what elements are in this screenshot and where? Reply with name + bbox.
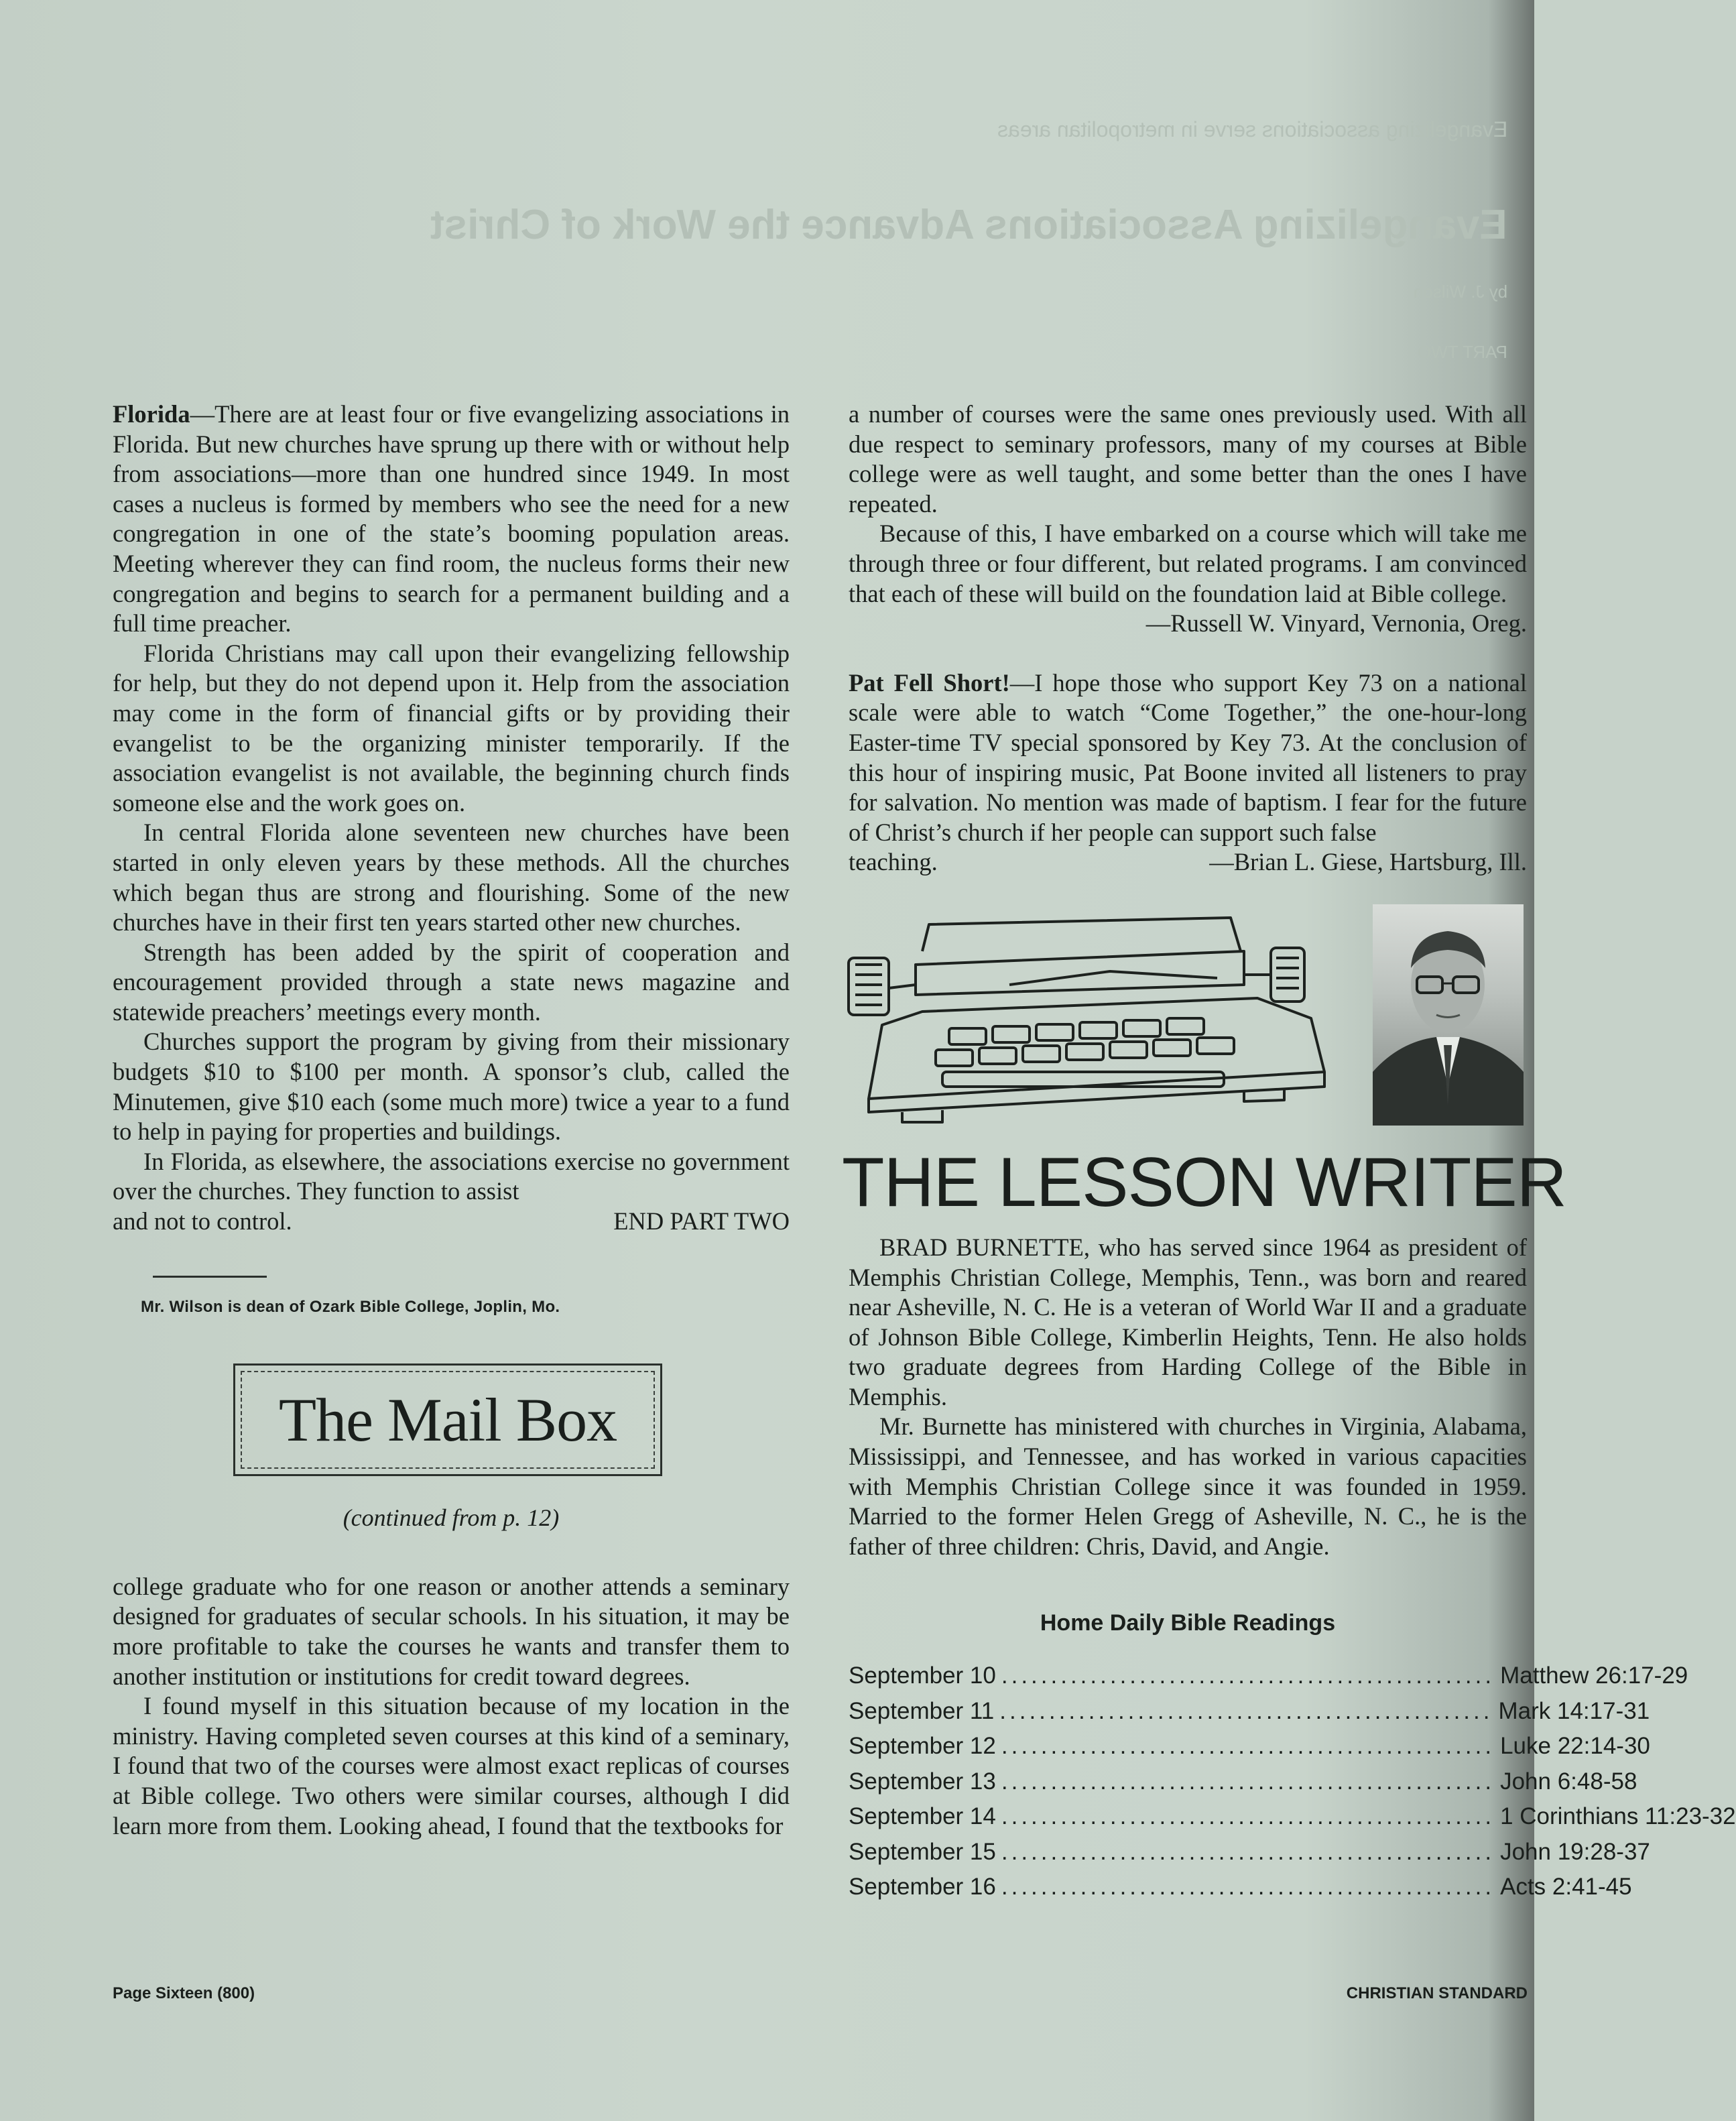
letter-signature: —Brian L. Giese, Hartsburg, Ill.: [1209, 848, 1527, 876]
reading-ref: John 19:28-37: [1500, 1838, 1650, 1865]
bleed-through-text-2: Evangelizing Associations Advance the Work of Christ: [430, 202, 1507, 248]
end-part-two: END PART TWO: [613, 1207, 790, 1235]
lesson-writer-title: THE LESSON WRITER: [842, 1143, 1566, 1221]
reading-date: September 15: [849, 1838, 996, 1865]
article-paragraph: Strength has been added by the spirit of cooperation and encouragement provided through a state news magazine and statewide preachers’ meetings every month.: [113, 938, 790, 1026]
reading-ref: 1 Corinthians 11:23-32: [1500, 1803, 1736, 1830]
author-footnote: Mr. Wilson is dean of Ozark Bible College, Joplin, Mo.: [141, 1297, 560, 1316]
reading-date: September 13: [849, 1768, 996, 1795]
reading-row: [849, 1732, 1650, 1767]
letter-signature: —Russell W. Vinyard, Vernonia, Oreg.: [1145, 609, 1527, 638]
reading-row: [849, 1872, 1632, 1908]
reading-leader: ..................................................: [1001, 1838, 1495, 1865]
florida-lead: Florida: [113, 400, 190, 428]
reading-leader: ..................................................: [1001, 1733, 1495, 1760]
footnote-rule: [153, 1276, 267, 1278]
article-end-line: and not to control. END PART TWO: [113, 1207, 790, 1237]
right-column: [842, 400, 1736, 1908]
publication-name: CHRISTIAN STANDARD: [1346, 1984, 1528, 2002]
reading-date: September 11: [849, 1697, 995, 1724]
page-number: Page Sixteen (800): [113, 1984, 255, 2002]
letter-end-line: teaching. —Brian L. Giese, Hartsburg, Ill.: [849, 847, 1527, 877]
bleed-through-text-3: by J. Wilson: [1413, 282, 1507, 302]
mailbox-heading-frame: [233, 1364, 662, 1476]
letter-paragraph: college graduate who for one reason or another attends a seminary designed for graduates of secular schools. In his situation, it may be more profitable to take the courses he wants and transfer them to another institution or institutions for credit toward degrees.: [113, 1572, 790, 1690]
letter-paragraph: Because of this, I have embarked on a course which will take me through three or four different, but related programs. I am convinced that each of these will build on the foundation laid at Bible college.: [849, 520, 1527, 607]
letter-lead: Pat Fell Short!: [849, 668, 1010, 696]
article-paragraph: In central Florida alone seventeen new churches have been started in only eleven years by these methods. All the churches which began thus are strong and flourishing. Some of the new churches have in their first ten years started other new churches.: [113, 819, 790, 936]
mailbox-title: The Mail Box: [241, 1371, 655, 1469]
bio-paragraph: BRAD BURNETTE, who has served since 1964 as president of Memphis Christian College, Memphis, Tenn., was born and reared near Asheville, N. C. He is a veteran of World War II and a graduate of Johnson Bible College, Kimberlin Heights, Tenn. He also holds two graduate degrees from Harding College of the Bible in Memphis.: [849, 1233, 1527, 1410]
article-paragraph: In Florida, as elsewhere, the associations exercise no government over the churches. They function to assist: [113, 1147, 790, 1205]
portrait-icon: [1373, 904, 1524, 1126]
reading-ref: Mark 14:17-31: [1498, 1697, 1650, 1724]
reading-leader: ..................................................: [1001, 1803, 1495, 1830]
reading-date: September 10: [849, 1662, 996, 1689]
letter-paragraph: a number of courses were the same ones previously used. With all due respect to seminary professors, many of my courses at Bible college were as well taught, and some better than the ones I have repeated.: [849, 400, 1527, 518]
article-paragraph: Churches support the program by giving from their missionary budgets $10 to $100 per month. A sponsor’s club, called the Minutemen, give $10 each (some much more) twice a year to a fund to help in paying for properties and buildings.: [113, 1028, 790, 1146]
reading-leader: ..................................................: [1001, 1662, 1495, 1689]
left-column: [113, 400, 790, 1841]
continued-note: (continued from p. 12): [343, 1504, 560, 1532]
readings-list: [849, 1661, 1736, 1908]
article-paragraph: Florida—There are at least four or five evangelizing associations in Florida. But new churches have sprung up there with or without help from associations—more than one hundred since 1949. In most cases a nucleus is formed by members who see the need for a new congregation in one of the state’s booming population areas. Meeting wherever they can find room, the nucleus forms their new congregation and begins to search for a permanent building and a full time preacher.: [113, 400, 790, 638]
reading-date: September 12: [849, 1733, 996, 1760]
reading-row: [849, 1661, 1688, 1697]
letter-paragraph: Pat Fell Short!—I hope those who support Key 73 on a national scale were able to watch “Come Together,” the one-hour-long Easter-time TV special sponsored by Key 73. At the conclusion of this hour of inspiring music, Pat Boone invited all listeners to pray for salvation. No mention was made of baptism. I fear for the future of Christ’s church if her people can support such false: [849, 668, 1528, 846]
article-paragraph: Florida Christians may call upon their evangelizing fellowship for help, but they do not depend upon it. Help from the association may come in the form of financial gifts or by providing their evangelist to be the organizing minister temporarily. If the association evangelist is not available, the beginning church finds someone else and the work goes on.: [113, 639, 790, 816]
author-photo: [1373, 904, 1524, 1126]
reading-date: September 14: [849, 1803, 996, 1830]
reading-ref: Acts 2:41-45: [1500, 1874, 1632, 1900]
reading-ref: John 6:48-58: [1500, 1768, 1637, 1795]
reading-ref: Luke 22:14-30: [1500, 1733, 1650, 1760]
reading-row: [849, 1837, 1650, 1873]
reading-leader: ..................................................: [1001, 1768, 1495, 1795]
bleed-through-text-4: PART TWO: [1418, 342, 1507, 362]
reading-ref: Matthew 26:17-29: [1500, 1662, 1688, 1689]
reading-leader: ..................................................: [1001, 1874, 1495, 1900]
readings-title: Home Daily Bible Readings: [1040, 1610, 1336, 1636]
letter-paragraph: I found myself in this situation because of my location in the ministry. Having completed seven courses at this kind of a seminary, I found that two of the courses were almost exact replicas of courses at Bible college. Two others were similar courses, although I did learn more from them. Looking ahead, I found that the textbooks for: [113, 1692, 790, 1839]
typewriter-icon: [842, 911, 1351, 1126]
reading-date: September 16: [849, 1874, 996, 1900]
lesson-writer-illustration: [849, 911, 1527, 1132]
reading-row: [849, 1697, 1650, 1732]
reading-row: [849, 1802, 1736, 1837]
bio-paragraph: Mr. Burnette has ministered with churches in Virginia, Alabama, Mississippi, and Tennessee, and has worked in various capacities with Memphis Christian College since it was founded in 1959. Married to the former Helen Gregg of Asheville, N. C., he is the father of three children: Chris, David, and Angie.: [849, 1412, 1527, 1560]
reading-row: [849, 1767, 1637, 1803]
reading-leader: ..................................................: [999, 1697, 1493, 1724]
bleed-through-text-1: Evangelizing associations serve in metropolitan areas: [997, 117, 1507, 141]
